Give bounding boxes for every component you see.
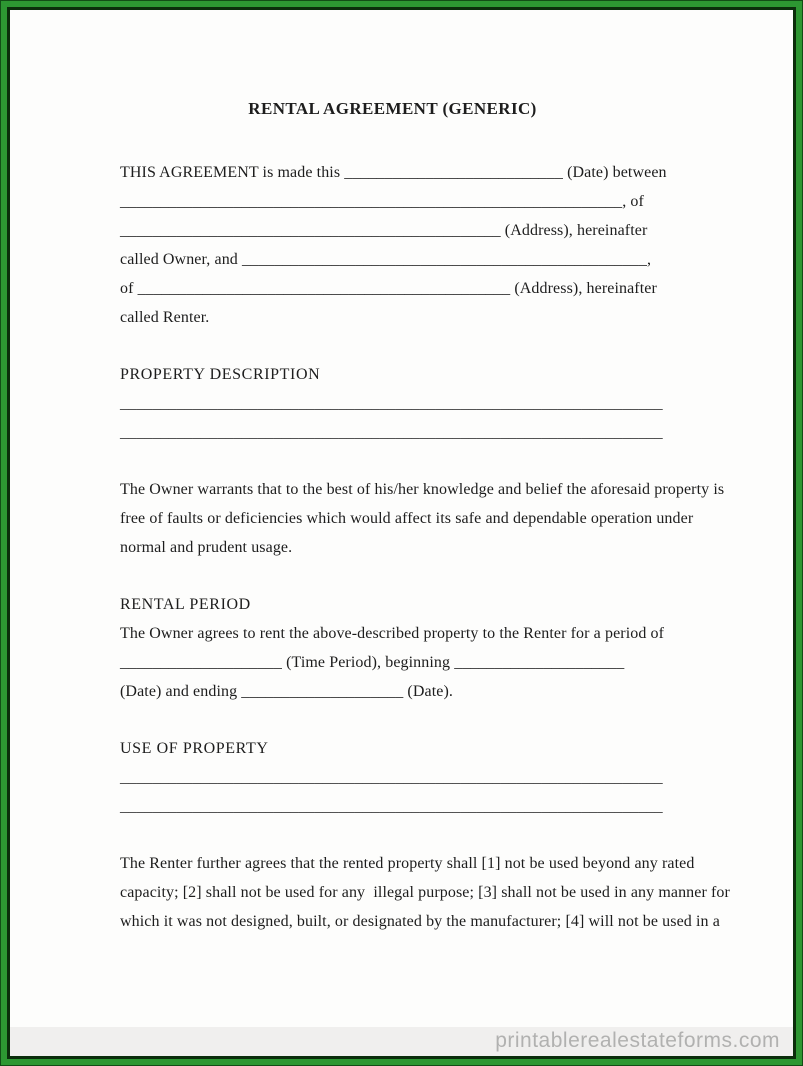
use-terms-paragraph [120,849,730,936]
use-terms-line: which it was not designed, built, or designated by the manufacturer; [4] will not be used in a [120,913,720,930]
fill-in-blank-line: ___________________________________________________________________ [120,424,663,441]
document-inner-border [7,7,796,1059]
section-heading-rental-period: RENTAL PERIOD [120,596,251,613]
section-heading-use-of-property: USE OF PROPERTY [120,740,269,757]
fill-in-blank-line: ___________________________________________________________________ [120,769,663,786]
document-title: RENTAL AGREEMENT (GENERIC) [248,99,537,118]
intro-line: THIS AGREEMENT is made this ___________________________ (Date) between [120,164,667,181]
warranty-line: The Owner warrants that to the best of his/her knowledge and belief the aforesaid property is [120,481,725,498]
property-description-blanks [120,389,665,447]
use-terms-line: The Renter further agrees that the rented property shall [1] not be used beyond any rated [120,855,695,872]
watermark-bar [10,1027,793,1056]
use-of-property-blanks [120,763,665,821]
warranty-line: free of faults or deficiencies which would affect its safe and dependable operation under [120,510,694,527]
intro-line: ______________________________________________________________, of [120,193,644,210]
watermark-text: printablerealestateforms.com [495,1029,780,1052]
document-page [10,97,793,1059]
warranty-line: normal and prudent usage. [120,539,293,556]
intro-line: of ______________________________________________ (Address), hereinafter [120,280,657,297]
intro-line: called Owner, and __________________________________________________, [120,251,652,268]
fill-in-blank-line: ___________________________________________________________________ [120,798,663,815]
rental-period-line: (Date) and ending ____________________ (Date). [120,683,453,700]
rental-period-paragraph [120,619,665,706]
section-heading-property-description: PROPERTY DESCRIPTION [120,366,321,383]
intro-line: called Renter. [120,309,210,326]
rental-period-line: ____________________ (Time Period), beginning _____________________ [120,654,625,671]
warranty-paragraph [120,475,725,562]
intro-line: _______________________________________________ (Address), hereinafter [120,222,648,239]
fill-in-blank-line: ___________________________________________________________________ [120,395,663,412]
use-terms-line: capacity; [2] shall not be used for any illegal purpose; [3] shall not be used in any manner for [120,884,730,901]
intro-paragraph [120,158,665,332]
rental-period-line: The Owner agrees to rent the above-described property to the Renter for a period of [120,625,665,642]
